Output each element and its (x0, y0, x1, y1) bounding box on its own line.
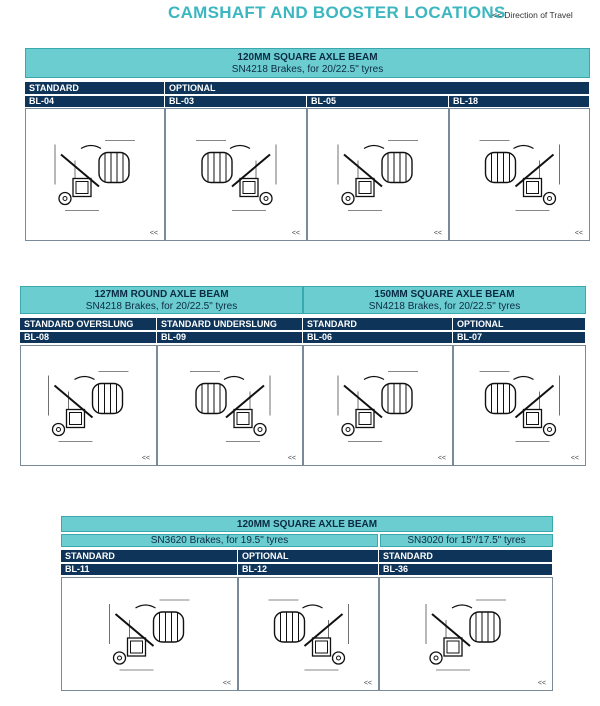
section3-subtitle-right: SN3020 for 15"/17.5" tyres (380, 534, 553, 547)
section1-label-row (25, 82, 590, 94)
axle-beam-inner (76, 182, 88, 194)
section3-frames (61, 577, 553, 691)
travel-arrow: << (437, 455, 446, 462)
diagram-bl-12 (238, 577, 379, 691)
diagram-bl-36 (379, 577, 553, 691)
diagram-bl-04 (25, 108, 165, 241)
camshaft-center (548, 428, 552, 432)
diagram-bl-18 (449, 108, 590, 241)
brake-shoe-arc (224, 377, 244, 380)
section2-left-subtitle: SN4218 Brakes, for 20/22.5" tyres (85, 301, 238, 312)
camshaft-circle (333, 652, 345, 664)
camshaft-circle (260, 193, 272, 205)
label-standard: STANDARD (25, 82, 165, 94)
section2-code-row (20, 332, 586, 343)
assembly-group (338, 372, 418, 442)
camshaft-center (57, 428, 61, 432)
travel-arrow: << (222, 680, 231, 687)
camshaft-circle (114, 652, 126, 664)
brake-assembly-drawing (454, 346, 585, 465)
travel-arrow: << (433, 230, 442, 237)
brake-shoe-arc (303, 605, 323, 608)
section2-frames (20, 345, 586, 466)
assembly-group (269, 600, 349, 670)
brake-assembly-drawing (21, 346, 156, 465)
brake-assembly-drawing (304, 346, 452, 465)
travel-arrow: << (570, 455, 579, 462)
brake-assembly-drawing (158, 346, 302, 465)
assembly-group (196, 141, 276, 211)
booster-chamber-shape (275, 612, 305, 642)
camshaft-center (258, 428, 262, 432)
diagram-bl-05 (307, 108, 449, 241)
camshaft-circle (544, 193, 556, 205)
section1-header (25, 48, 590, 78)
camshaft-center (337, 656, 341, 660)
section2-right-header (303, 286, 586, 314)
diagram-bl-09 (157, 345, 303, 466)
booster-chamber-shape (202, 153, 232, 183)
booster-chamber-shape (93, 384, 123, 414)
camshaft-circle (430, 652, 442, 664)
section2-left-header (20, 286, 303, 314)
brake-assembly-drawing (450, 109, 589, 240)
booster-chamber-shape (196, 384, 226, 414)
section1-frames (25, 108, 590, 241)
assembly-group (190, 372, 270, 442)
label-standard: STANDARD (379, 550, 553, 562)
label-standard: STANDARD (303, 318, 453, 330)
camshaft-center (63, 197, 67, 201)
code-bl-09: BL-09 (157, 332, 303, 343)
assembly-group (426, 600, 506, 670)
diagram-bl-03 (165, 108, 307, 241)
brake-shoe-arc (81, 146, 101, 149)
camshaft-center (548, 197, 552, 201)
section2-right-subtitle: SN4218 Brakes, for 20/22.5" tyres (368, 301, 521, 312)
brake-shoe-arc (230, 146, 250, 149)
code-bl-03: BL-03 (165, 96, 307, 107)
code-bl-08: BL-08 (20, 332, 157, 343)
label-optional: OPTIONAL (238, 550, 379, 562)
axle-beam-inner (131, 641, 143, 653)
assembly-group (480, 372, 560, 442)
section2-label-row (20, 318, 586, 330)
code-bl-07: BL-07 (453, 332, 586, 343)
assembly-group (49, 372, 129, 442)
section1-subtitle: SN4218 Brakes, for 20/22.5" tyres (231, 64, 384, 75)
brake-shoe-arc (514, 146, 534, 149)
brake-shoe-arc (75, 377, 95, 380)
diagram-bl-07 (453, 345, 586, 466)
section1-code-row (25, 96, 590, 107)
camshaft-circle (342, 424, 354, 436)
assembly-group (110, 600, 190, 670)
direction-of-travel-note: << Direction of Travel (492, 10, 573, 20)
camshaft-center (118, 656, 122, 660)
assembly-group (338, 141, 418, 211)
travel-arrow: << (149, 230, 158, 237)
travel-arrow: << (574, 230, 583, 237)
axle-beam-inner (447, 641, 459, 653)
assembly-group (55, 141, 135, 211)
travel-arrow: << (291, 230, 300, 237)
label-standard: STANDARD (61, 550, 238, 562)
axle-beam-inner (527, 413, 539, 425)
diagram-bl-06 (303, 345, 453, 466)
camshaft-circle (342, 193, 354, 205)
axle-beam-inner (359, 413, 371, 425)
section3-header (61, 516, 553, 532)
booster-chamber-shape (99, 153, 129, 183)
assembly-group (480, 141, 560, 211)
code-bl-18: BL-18 (449, 96, 590, 107)
axle-beam-inner (316, 641, 328, 653)
section3-title: 120MM SQUARE AXLE BEAM (236, 519, 378, 530)
axle-beam-inner (237, 413, 249, 425)
brake-assembly-drawing (166, 109, 306, 240)
section3-subtitle-left: SN3620 Brakes, for 19.5" tyres (61, 534, 378, 547)
booster-chamber-shape (470, 612, 500, 642)
page-title: CAMSHAFT AND BOOSTER LOCATIONS (168, 3, 506, 22)
label-standard-underslung: STANDARD UNDERSLUNG (157, 318, 303, 330)
brake-assembly-drawing (380, 578, 552, 690)
brake-shoe-arc (364, 146, 384, 149)
camshaft-center (264, 197, 268, 201)
label-optional: OPTIONAL (453, 318, 586, 330)
brake-shoe-arc (452, 605, 472, 608)
camshaft-circle (53, 424, 65, 436)
label-optional: OPTIONAL (165, 82, 590, 94)
axle-beam-inner (243, 182, 255, 194)
brake-shoe-arc (136, 605, 156, 608)
code-bl-12: BL-12 (238, 564, 379, 575)
diagram-bl-11 (61, 577, 238, 691)
travel-arrow: << (141, 455, 150, 462)
brake-shoe-arc (514, 377, 534, 380)
brake-assembly-drawing (239, 578, 378, 690)
travel-arrow: << (363, 680, 372, 687)
camshaft-center (346, 197, 350, 201)
code-bl-36: BL-36 (379, 564, 553, 575)
axle-beam-inner (527, 182, 539, 194)
section1-title: 120MM SQUARE AXLE BEAM (237, 52, 378, 63)
booster-chamber-shape (382, 384, 412, 414)
axle-beam-inner (70, 413, 82, 425)
booster-chamber-shape (486, 153, 516, 183)
diagram-bl-08 (20, 345, 157, 466)
camshaft-circle (544, 424, 556, 436)
camshaft-center (346, 428, 350, 432)
section3-code-row (61, 564, 553, 575)
brake-assembly-drawing (308, 109, 448, 240)
label-standard-overslung: STANDARD OVERSLUNG (20, 318, 157, 330)
brake-assembly-drawing (26, 109, 164, 240)
travel-arrow: << (287, 455, 296, 462)
code-bl-11: BL-11 (61, 564, 238, 575)
booster-chamber-shape (154, 612, 184, 642)
travel-arrow: << (537, 680, 546, 687)
booster-chamber-shape (486, 384, 516, 414)
code-bl-05: BL-05 (307, 96, 449, 107)
brake-assembly-drawing (62, 578, 237, 690)
camshaft-circle (254, 424, 266, 436)
section3-label-row (61, 550, 553, 562)
camshaft-center (434, 656, 438, 660)
camshaft-circle (59, 193, 71, 205)
code-bl-06: BL-06 (303, 332, 453, 343)
code-bl-04: BL-04 (25, 96, 165, 107)
brake-shoe-arc (364, 377, 384, 380)
section2-right-title: 150MM SQUARE AXLE BEAM (374, 289, 515, 300)
section2-left-title: 127MM ROUND AXLE BEAM (94, 289, 229, 300)
axle-beam-inner (359, 182, 371, 194)
booster-chamber-shape (382, 153, 412, 183)
